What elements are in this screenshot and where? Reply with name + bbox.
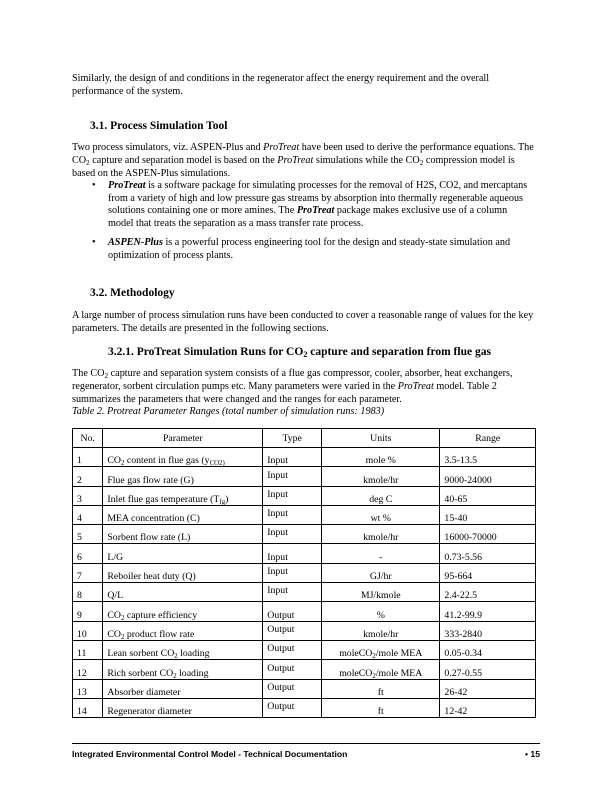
table-header-row — [73, 429, 536, 448]
cell-units: % — [322, 602, 440, 621]
table-row — [73, 679, 536, 698]
cell-no: 4 — [73, 505, 103, 524]
cell-type: Output — [263, 640, 322, 659]
cell-units: ft — [322, 698, 440, 717]
table-row — [73, 602, 536, 621]
table-row — [73, 448, 536, 467]
list-item-aspen-plus: • ASPEN-Plus is a powerful process engineering tool for the design and steady-state simulation and optimization of process plants. — [92, 237, 511, 261]
cell-range: 0.27-0.55 — [440, 660, 536, 679]
cell-range: 41.2-99.9 — [440, 602, 536, 621]
cell-type: Input — [263, 448, 322, 467]
page-number: • 15 — [525, 749, 540, 759]
section-3-2-heading: 3.2. Methodology — [90, 287, 175, 299]
section-3-1-heading: 3.1. Process Simulation Tool — [90, 120, 228, 132]
cell-range: 40-65 — [440, 486, 536, 505]
cell-no: 7 — [73, 563, 103, 582]
intro-paragraph: Similarly, the design of and conditions in the regenerator affect the energy requirement and the overall performance of the system. — [72, 73, 490, 97]
cell-type: Input — [263, 563, 322, 582]
cell-no: 1 — [73, 448, 103, 467]
cell-type: Output — [263, 679, 322, 698]
cell-no: 11 — [73, 640, 103, 659]
cell-units: - — [322, 544, 440, 563]
cell-units: deg C — [322, 486, 440, 505]
section-3-2-1-heading: 3.2.1. ProTreat Simulation Runs for $CO_2$ capture and separation from flue gas — [108, 346, 491, 359]
cell-type: Input — [263, 525, 322, 544]
table-row — [73, 505, 536, 524]
cell-parameter: Inlet flue gas temperature $(T_{fg})$ — [103, 486, 263, 505]
cell-range: 3.5-13.5 — [440, 448, 536, 467]
table-row — [73, 640, 536, 659]
cell-units: wt % — [322, 505, 440, 524]
cell-no: 8 — [73, 583, 103, 602]
parameter-ranges-table — [72, 428, 536, 718]
cell-units: GJ/hr — [322, 563, 440, 582]
header-units: Units — [322, 429, 440, 448]
cell-range: 15-40 — [440, 505, 536, 524]
cell-type: Input — [263, 486, 322, 505]
cell-type: Output — [263, 621, 322, 640]
cell-units: MJ/kmole — [322, 583, 440, 602]
cell-parameter: $CO_2$ content in flue gas ($y_{CO2)}$ — [103, 448, 263, 467]
cell-no: 6 — [73, 544, 103, 563]
cell-units: kmole/hr — [322, 467, 440, 486]
cell-parameter: Sorbent flow rate (L) — [103, 525, 263, 544]
table-row — [73, 660, 536, 679]
cell-type: Output — [263, 660, 322, 679]
cell-no: 5 — [73, 525, 103, 544]
table-caption: Table 2. Protreat Parameter Ranges (total number of simulation runs: 1983) — [72, 406, 385, 417]
table-row — [73, 467, 536, 486]
cell-parameter: Regenerator diameter — [103, 698, 263, 717]
section-3-1-paragraph: Two process simulators, viz. ASPEN-Plus and ProTreat have been used to derive the performance equations. The $CO_2$ capture and separation model is based on the ProTreat simulations while the $CO_2$ compression model is based on the ASPEN-Plus simulations. — [72, 142, 534, 179]
cell-parameter: Rich sorbent $CO_2$ loading — [103, 660, 263, 679]
cell-range: 0.73-5.56 — [440, 544, 536, 563]
cell-range: 16000-70000 — [440, 525, 536, 544]
footer-divider — [72, 743, 540, 744]
cell-type: Input — [263, 467, 322, 486]
cell-parameter: Flue gas flow rate (G) — [103, 467, 263, 486]
cell-range: 9000-24000 — [440, 467, 536, 486]
cell-units: moleCO$_2$/mole MEA — [322, 640, 440, 659]
cell-type: Input — [263, 544, 322, 563]
list-item-protreat: • ProTreat is a software package for simulating processes for the removal of H2S, CO2, and mercaptans from a variety of high and low pressure gas streams by absorption into thermally regenerable aqueous solutions containing one or more amines. The ProTreat package makes exclusive use of a column model that treats the separation as a mass transfer rate process. — [92, 180, 528, 229]
cell-no: 14 — [73, 698, 103, 717]
cell-parameter: $CO_2$ capture efficiency — [103, 602, 263, 621]
cell-type: Input — [263, 583, 322, 602]
cell-parameter: Lean sorbent $CO_2$ loading — [103, 640, 263, 659]
header-no: No. — [73, 429, 103, 448]
footer-title: Integrated Environmental Control Model - Technical Documentation — [72, 749, 348, 759]
section-3-2-1-paragraph: The $CO_2$ capture and separation system consists of a flue gas compressor, cooler, absorber, heat exchangers, regenerator, sorbent circulation pumps etc. Many parameters were varied in the ProTreat model. Table 2 summarizes the parameters that were changed and the ranges for each parameter. — [72, 368, 513, 405]
section-3-2-paragraph: A large number of process simulation runs have been conducted to cover a reasonable range of values for the key parameters. The details are presented in the following sections. — [72, 310, 534, 334]
table-row — [73, 486, 536, 505]
cell-type: Output — [263, 698, 322, 717]
cell-units: ft — [322, 679, 440, 698]
cell-parameter: Q/L — [103, 583, 263, 602]
cell-no: 12 — [73, 660, 103, 679]
cell-units: kmole/hr — [322, 525, 440, 544]
cell-no: 13 — [73, 679, 103, 698]
table-body — [73, 448, 536, 718]
cell-parameter: $CO_2$ product flow rate — [103, 621, 263, 640]
cell-parameter: MEA concentration (C) — [103, 505, 263, 524]
table-row — [73, 621, 536, 640]
page-footer — [72, 749, 540, 759]
cell-parameter: Reboiler heat duty (Q) — [103, 563, 263, 582]
header-range: Range — [440, 429, 536, 448]
cell-units: moleCO$_2$/mole MEA — [322, 660, 440, 679]
header-type: Type — [263, 429, 322, 448]
table-row — [73, 525, 536, 544]
cell-parameter: Absorber diameter — [103, 679, 263, 698]
cell-no: 9 — [73, 602, 103, 621]
table-row — [73, 583, 536, 602]
cell-range: 0.05-0.34 — [440, 640, 536, 659]
cell-type: Input — [263, 505, 322, 524]
cell-type: Output — [263, 602, 322, 621]
cell-range: 26-42 — [440, 679, 536, 698]
simulator-bullet-list — [90, 180, 530, 270]
table-row — [73, 563, 536, 582]
table-row — [73, 544, 536, 563]
cell-no: 2 — [73, 467, 103, 486]
cell-no: 3 — [73, 486, 103, 505]
table-row — [73, 698, 536, 717]
header-parameter: Parameter — [103, 429, 263, 448]
cell-range: 12-42 — [440, 698, 536, 717]
cell-range: 95-664 — [440, 563, 536, 582]
cell-range: 2.4-22.5 — [440, 583, 536, 602]
cell-no: 10 — [73, 621, 103, 640]
cell-parameter: L/G — [103, 544, 263, 563]
cell-range: 333-2840 — [440, 621, 536, 640]
cell-units: mole % — [322, 448, 440, 467]
cell-units: kmole/hr — [322, 621, 440, 640]
